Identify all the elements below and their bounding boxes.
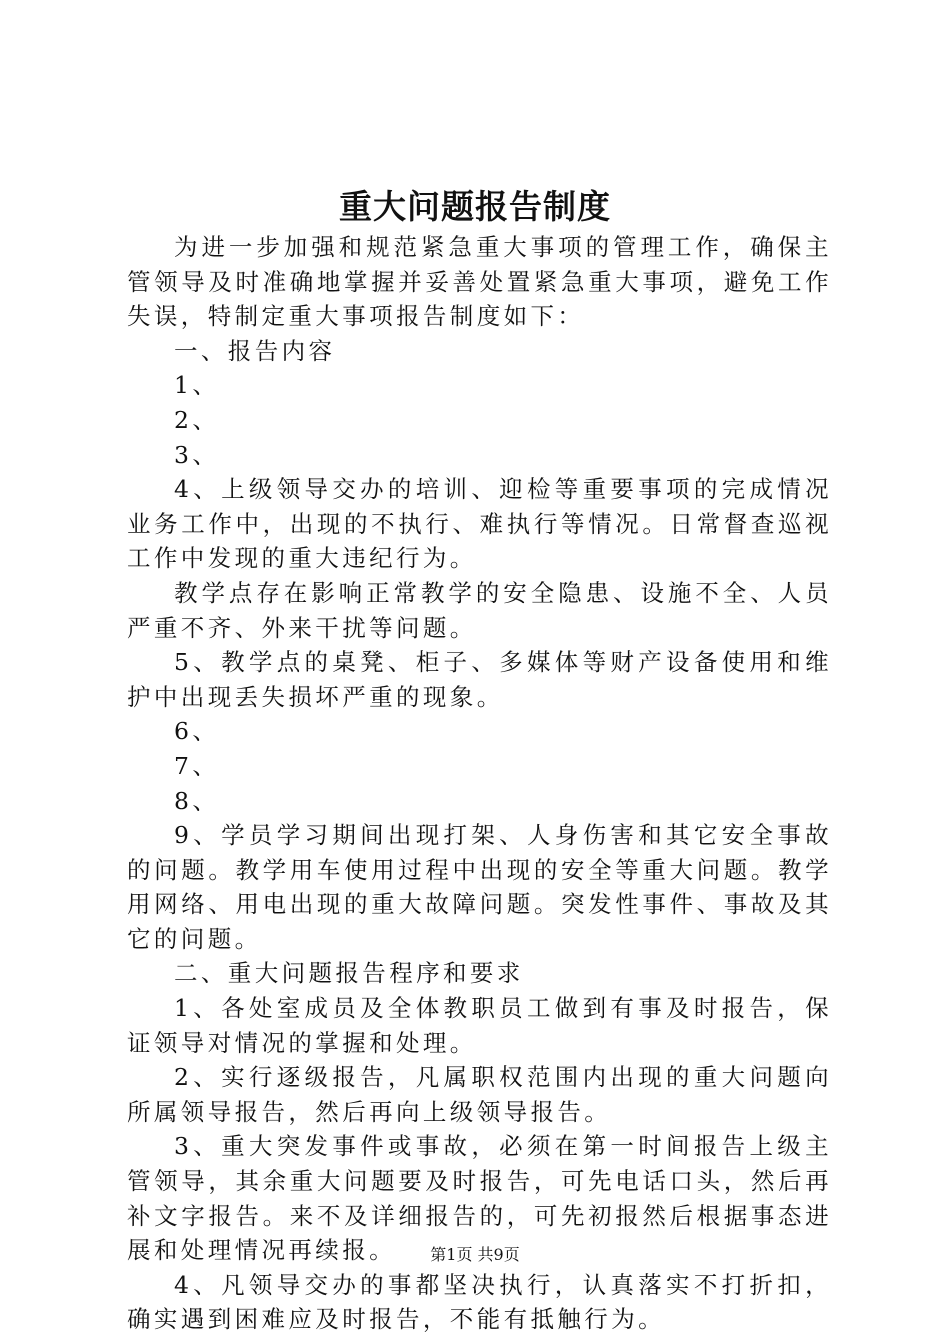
list-item-6: 6、 (174, 717, 220, 746)
list-item-5: 5、教学点的桌凳、柜子、多媒体等财产设备使用和维护中出现丢失损坏严重的现象。 (127, 648, 832, 711)
section-heading-procedure: 二、重大问题报告程序和要求 (174, 959, 524, 988)
procedure-item-1: 1、各处室成员及全体教职员工做到有事及时报告，保证领导对情况的掌握和处理。 (127, 994, 832, 1057)
list-item-2: 2、 (174, 405, 220, 434)
list-item-4: 4、上级领导交办的培训、迎检等重要事项的完成情况业务工作中，出现的不执行、难执行等情况。日常督查巡视工作中发现的重大违纪行为。 (127, 475, 832, 573)
procedure-item-2: 2、实行逐级报告，凡属职权范围内出现的重大问题向所属领导报告，然后再向上级领导报告。 (127, 1063, 832, 1126)
list-item-3: 3、 (174, 440, 220, 469)
document-title: 重大问题报告制度 (339, 187, 611, 226)
list-item-7: 7、 (174, 751, 220, 780)
section-heading-report-content: 一、报告内容 (174, 336, 336, 365)
paragraph-teaching-point: 教学点存在影响正常教学的安全隐患、设施不全、人员严重不齐、外来干扰等问题。 (127, 578, 832, 642)
document-body (127, 230, 832, 1337)
paragraph-intro: 为进一步加强和规范紧急重大事项的管理工作，确保主管领导及时准确地掌握并妥善处置紧急重大事项，避免工作失误，特制定重大事项报告制度如下： (127, 233, 832, 331)
list-item-8: 8、 (174, 786, 220, 815)
list-item-9: 9、学员学习期间出现打架、人身伤害和其它安全事故的问题。教学用车使用过程中出现的安全等重大问题。教学用网络、用电出现的重大故障问题。突发性事件、事故及其它的问题。 (127, 821, 832, 953)
list-item-1: 1、 (174, 371, 220, 400)
page-footer: 第1页 共9页 (430, 1245, 520, 1264)
procedure-item-3: 3、重大突发事件或事故，必须在第一时间报告上级主管领导，其余重大问题要及时报告，可先电话口头，然后再补文字报告。来不及详细报告的，可先初报然后根据事态进展和处理情况再续报。 (127, 1132, 832, 1265)
procedure-item-4: 4、凡领导交办的事都坚决执行，认真落实不打折扣，确实遇到困难应及时报告，不能有抵触行为。 (127, 1270, 832, 1334)
